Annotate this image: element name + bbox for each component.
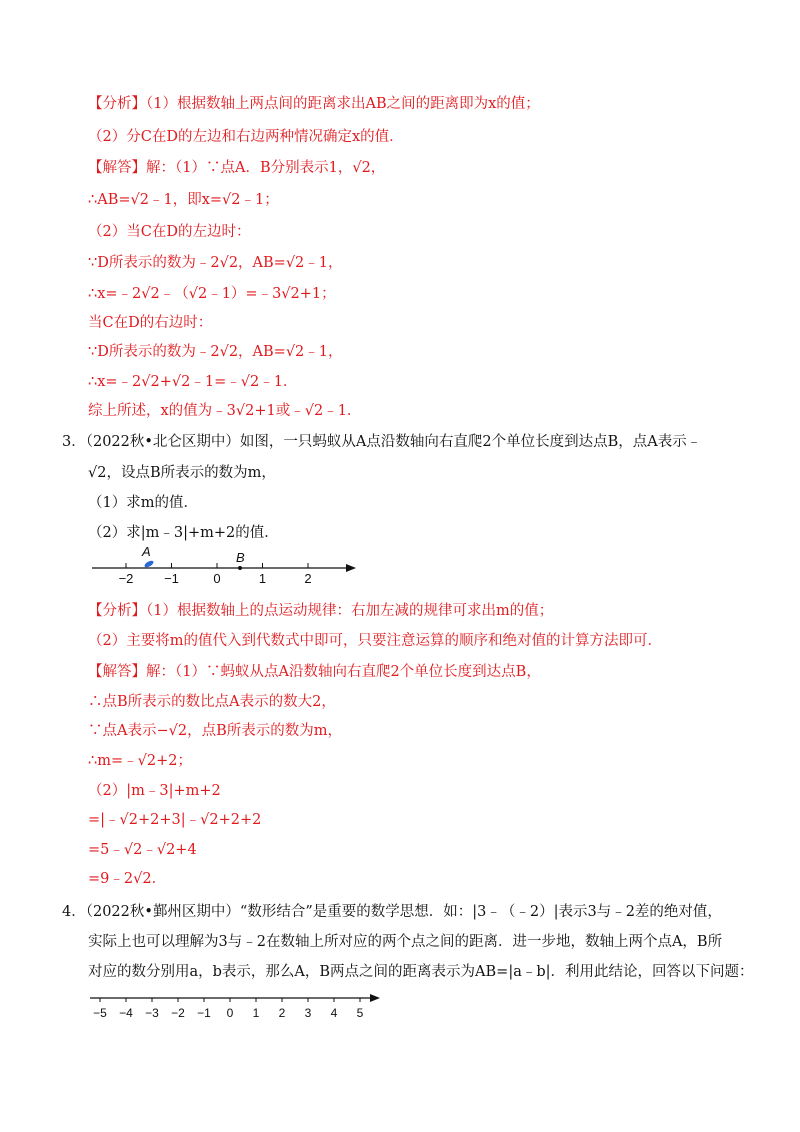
analysis-line-2: （2）分C在D的左边和右边两种情况确定x的值． <box>88 129 404 145</box>
number-line-3-tick-label: 2 <box>304 571 312 586</box>
solution-line-2: ∴AB=√2﹣1，即x=√2﹣1； <box>88 192 279 208</box>
number-line-4-tick-label: −5 <box>93 1006 107 1020</box>
solution-line-9: 综上所述，x的值为﹣3√2+1或﹣√2﹣1． <box>88 403 362 419</box>
point-a-label: A <box>142 546 151 559</box>
number-line-4-tick-label: 5 <box>356 1006 364 1020</box>
solution-line-5: ∴x=﹣2√2﹣（√2﹣1）=﹣3√2+1； <box>88 286 336 302</box>
solution-3-line-5: （2）|m﹣3|+m+2 <box>88 783 221 799</box>
number-line-3-tick-label: −1 <box>164 571 179 586</box>
problem-4-statement-cont-1: 实际上也可以理解为3与﹣2在数轴上所对应的两个点之间的距离．进一步地，数轴上两个点A，B所 <box>88 934 723 950</box>
number-line-4-tick-label: 1 <box>252 1006 260 1020</box>
solution-line-4: ∵D所表示的数为﹣2√2，AB=√2﹣1， <box>88 255 343 271</box>
number-line-4-tick-label: 2 <box>278 1006 286 1020</box>
solution-3-line-7: =5﹣√2﹣√2+4 <box>88 842 197 858</box>
problem-3-statement-cont: √2，设点B所表示的数为m， <box>88 465 276 481</box>
solution-3-line-8: =9﹣2√2． <box>88 871 167 887</box>
problem-3-statement: 3．（2022秋•北仑区期中）如图，一只蚂蚁从A点沿数轴向右直爬2个单位长度到达点B，点A表示﹣ <box>62 434 702 450</box>
problem-3-part-2: （2）求|m﹣3|+m+2的值． <box>88 525 279 541</box>
analysis-3-line-2: （2）主要将m的值代入到代数式中即可，只要注意运算的顺序和绝对值的计算方法即可． <box>88 633 662 649</box>
number-line-3-tick-label: 0 <box>213 571 221 586</box>
solution-line-6: 当C在D的右边时： <box>88 315 213 331</box>
problem-3-part-1: （1）求m的值． <box>88 495 198 511</box>
point-b-dot <box>238 566 242 570</box>
ant-icon <box>143 559 154 568</box>
solution-3-line-4: ∴m=﹣√2+2； <box>88 753 192 769</box>
solution-line-7: ∵D所表示的数为﹣2√2，AB=√2﹣1， <box>88 344 343 360</box>
number-line-4-tick-label: −1 <box>197 1006 211 1020</box>
number-line-3-tick-label: 1 <box>258 571 267 586</box>
number-line-3-tick-label: −2 <box>118 571 134 586</box>
solution-3-line-3: ∵点A表示−√2，点B所表示的数为m， <box>88 723 342 739</box>
number-line-4-tick-label: 4 <box>330 1006 338 1020</box>
number-line-4-tick-label: −2 <box>171 1006 185 1020</box>
analysis-3-line-1: 【分析】（1）根据数轴上的点运动规律：右加左减的规律可求出m的值； <box>88 603 554 619</box>
solution-3-line-2: ∴点B所表示的数比点A表示的数大2， <box>88 694 336 710</box>
number-line-4-tick-label: −3 <box>145 1006 159 1020</box>
number-line-4-tick-label: −4 <box>119 1006 133 1020</box>
number-line-4-tick-label: 0 <box>226 1006 234 1020</box>
number-line-figure-4 <box>86 988 386 1022</box>
number-line-4-tick-label: 3 <box>304 1006 312 1020</box>
solution-3-line-1: 【解答】解：（1）∵蚂蚁从点A沿数轴向右直爬2个单位长度到达点B， <box>88 664 541 680</box>
solution-line-3: （2）当C在D的左边时： <box>88 224 251 240</box>
problem-4-statement-cont-2: 对应的数分别用a，b表示，那么A，B两点之间的距离表示为AB=|a﹣b|．利用此结论，回答以下问题： <box>88 964 754 980</box>
number-line-figure-3 <box>86 546 362 586</box>
problem-4-statement: 4．（2022秋•鄞州区期中）“数形结合”是重要的数学思想．如：|3﹣（﹣2）|表示3与﹣2差的绝对值， <box>62 904 722 920</box>
point-b-label: B <box>236 550 245 565</box>
solution-line-1: 【解答】解：（1）∵点A．B分别表示1，√2， <box>88 160 386 176</box>
analysis-line-1: 【分析】（1）根据数轴上两点间的距离求出AB之间的距离即为x的值； <box>88 96 540 112</box>
solution-line-8: ∴x=﹣2√2+√2﹣1=﹣√2﹣1． <box>88 374 298 390</box>
solution-3-line-6: =|﹣√2+2+3|﹣√2+2+2 <box>88 812 262 828</box>
